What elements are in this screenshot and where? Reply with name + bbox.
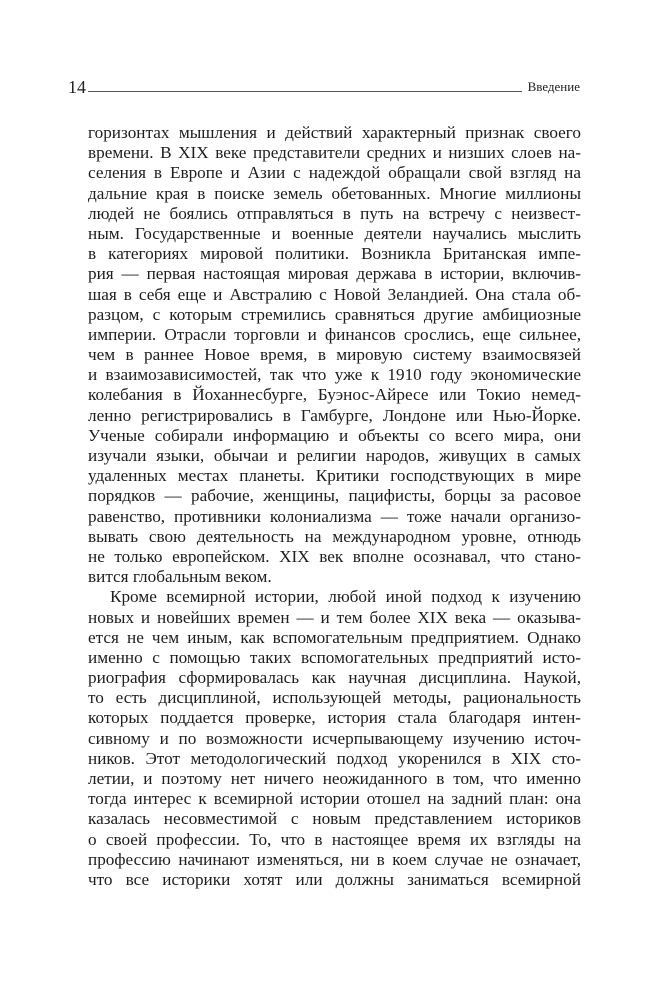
text-line: в категориях мировой политики. Возникла Британская импе- — [88, 244, 581, 264]
text-line: людей не боялись отправляться в путь на встречу с неизвест- — [88, 203, 581, 223]
text-line: ленно регистрировались в Гамбурге, Лондоне или Нью-Йорке. — [88, 405, 581, 425]
text-line: что все историки хотят или должны заниматься всемирной — [88, 869, 581, 889]
text-line: удаленных местах планеты. Критики господствующих в мире — [88, 466, 581, 486]
header-rule — [88, 91, 522, 92]
text-line: империи. Отрасли торговли и финансов срослись, еще сильнее, — [88, 324, 581, 344]
text-line: тогда интерес к всемирной истории отошел на задний план: она — [88, 789, 581, 809]
text-line: вывать свою деятельность на международном уровне, отнюдь — [88, 526, 581, 546]
text-line: селения в Европе и Азии с надеждой обращали свой взгляд на — [88, 163, 581, 183]
text-line: то есть дисциплиной, использующей методы, рациональность — [88, 688, 581, 708]
text-line: горизонтах мышления и действий характерный признак своего — [88, 123, 581, 142]
text-line: которых поддается проверке, история стала благодаря интен- — [88, 708, 581, 728]
text-line: ется не чем иным, как вспомогательным предприятием. Однако — [88, 627, 581, 647]
text-line: профессию начинают изменяться, ни в коем случае не означает, — [88, 849, 581, 869]
text-line: Ученые собирали информацию и объекты со всего мира, они — [88, 425, 581, 445]
text-line: изучали языки, обычаи и религии народов, живущих в самых — [88, 446, 581, 465]
text-line: о своей профессии. То, что в настоящее время их взгляды на — [88, 829, 581, 849]
text-line: именно с помощью таких вспомогательных предприятий исто- — [88, 647, 581, 667]
paragraph-1 — [88, 123, 581, 587]
text-line: колебания в Йоханнесбурге, Буэнос-Айресе или Токио немед- — [88, 385, 581, 405]
text-line: рия — первая настоящая мировая держава в истории, включив- — [88, 264, 581, 284]
text-line: времени. В XIX веке представители средних и низших слоев на- — [88, 143, 581, 163]
running-header — [68, 76, 580, 98]
text-line: ников. Этот методологический подход укоренился в XIX сто- — [88, 748, 581, 768]
text-line: не только европейском. XIX век вполне осознавал, что стано- — [88, 546, 581, 566]
text-line: Кроме всемирной истории, любой иной подход к изучению — [110, 587, 581, 607]
text-line: казалась несовместимой с новым представлением историков — [88, 809, 581, 829]
running-title: Введение — [527, 79, 580, 94]
text-line: порядков — рабочие, женщины, пацифисты, борцы за расовое — [88, 486, 581, 506]
text-line: сивному и по возможности исчерпывающему изучению источ- — [88, 728, 581, 748]
text-line: шая в себя еще и Австралию с Новой Зеландией. Она стала об- — [88, 284, 581, 304]
page-number: 14 — [68, 77, 86, 97]
text-line: разцом, с которым стремились сравняться другие амбициозные — [88, 304, 581, 324]
text-line: равенство, противники колониализма — тоже начали организо- — [88, 506, 581, 526]
text-line: риография сформировалась как научная дисциплина. Наукой, — [88, 668, 581, 688]
text-line: ным. Государственные и военные деятели научались мыслить — [88, 223, 581, 243]
text-line: летии, и поэтому нет ничего неожиданного в том, что именно — [88, 769, 581, 788]
text-line: чем в раннее Новое время, в мировую систему взаимосвязей — [88, 345, 581, 365]
text-line: новых и новейших времен — и тем более XIX века — оказыва- — [88, 607, 581, 627]
paragraph-2 — [88, 587, 581, 890]
text-line: вится глобальным веком. — [88, 567, 272, 587]
text-line: дальние края в поиске земель обетованных. Многие миллионы — [88, 183, 581, 203]
text-line: и взаимозависимостей, так что уже к 1910 году экономические — [88, 365, 581, 385]
page-body — [88, 123, 581, 890]
